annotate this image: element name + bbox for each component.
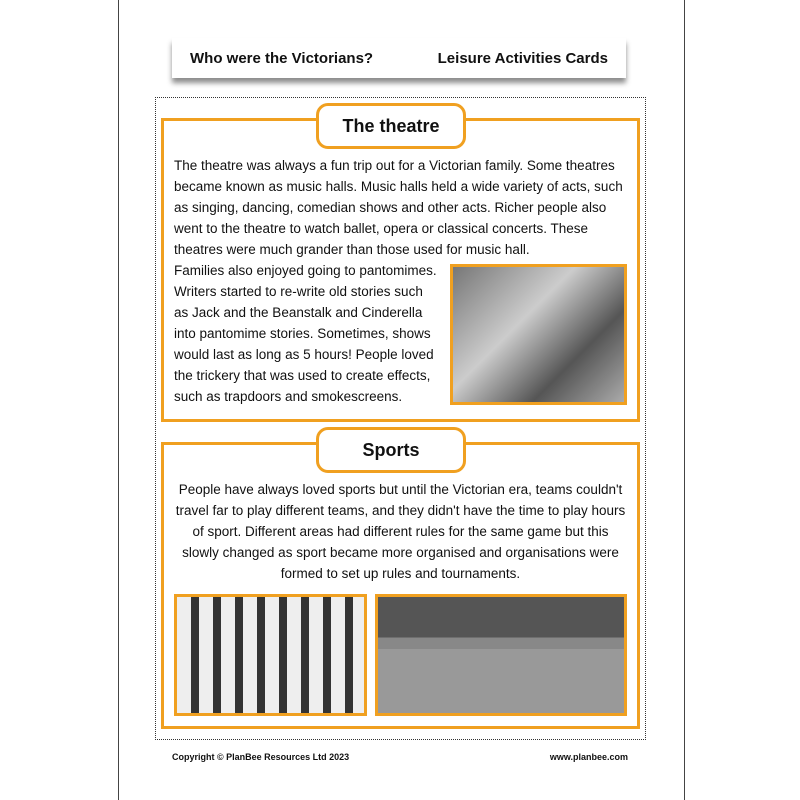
sports-para-1: People have always loved sports but until the Victorian era, teams couldn't travel far to play different teams, and they didn't have the time to play hours of sport. Different areas had different rules for the same game but this slowly changed as sport became more organised and organisations were formed to set up rules and tournaments. [175,482,626,581]
header-subtitle: Leisure Activities Cards [437,49,608,67]
header-title: Who were the Victorians? [190,49,374,67]
theatre-para-1: The theatre was always a fun trip out for a Victorian family. Some theatres became known as music halls. Music halls held a wide variety of acts, such as singing, dancing, comedian shows and other acts. Richer people also went to the theatre to watch ballet, opera or classical concerts. These theatres were much grander than those used for music hall. [174,158,623,257]
website-link[interactable]: www.planbee.com [549,752,628,762]
theatre-card [161,115,640,422]
sports-card [161,439,640,729]
cut-out-border [155,97,646,740]
page-header [172,38,626,78]
copyright: Copyright © PlanBee Resources Ltd 2023 [172,752,350,762]
sports-title: Sports [316,427,466,473]
team-photo [174,594,367,716]
tennis-photo [375,594,627,716]
theatre-title: The theatre [316,103,466,149]
theatre-para-2: Families also enjoyed going to pantomimes. Writers started to re-write old stories such as Jack and the Beanstalk and Cinderella into pantomime stories. Sometimes, shows would last as long as 5 hours! People loved the trickery that was used to create effects, such as trapdoors and smokescreens. [174,263,437,404]
